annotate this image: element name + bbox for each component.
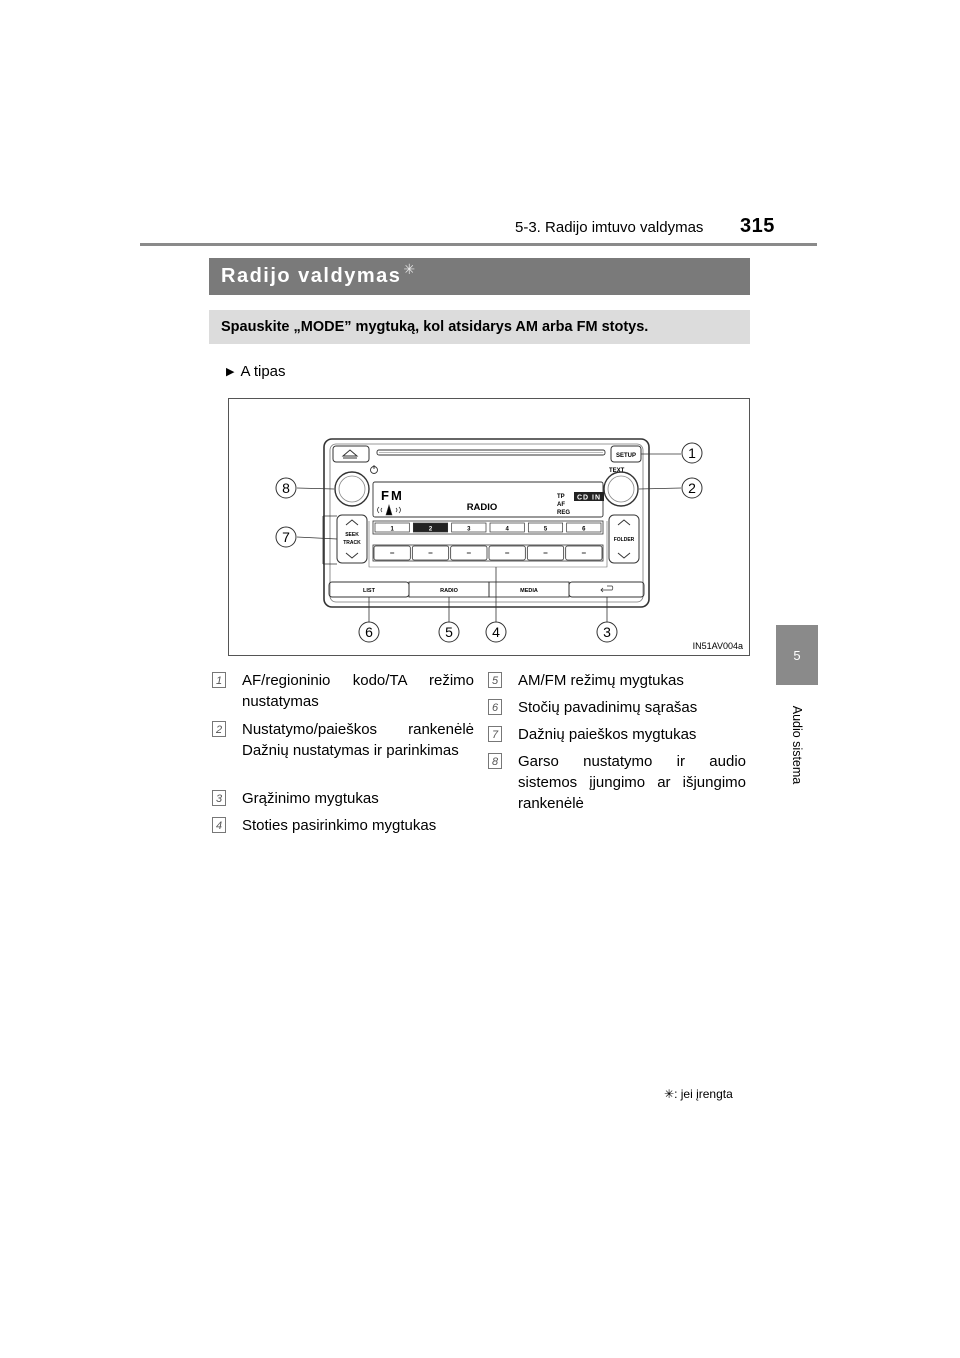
- figure-code: IN51AV004a: [692, 641, 743, 651]
- preset-label: 6: [582, 526, 586, 533]
- footnote-text: : jei įrengta: [674, 1087, 733, 1101]
- display-mode: RADIO: [466, 502, 498, 513]
- header-divider: [140, 243, 817, 246]
- callout-number: 3: [603, 624, 611, 640]
- callout-number: 8: [282, 480, 290, 496]
- legend-number: 2: [212, 721, 226, 737]
- preset-label: 5: [543, 526, 548, 533]
- type-label: [226, 363, 286, 380]
- legend-text: AM/FM režimų mygtukas: [518, 672, 684, 689]
- callout-number: 7: [282, 529, 290, 545]
- media-label: MEDIA: [520, 588, 538, 594]
- callout-number: 6: [365, 624, 373, 640]
- chapter-number: 5: [793, 647, 801, 663]
- setup-label: SETUP: [615, 453, 637, 459]
- legend-text: Stočių pavadinimų sąrašas: [518, 699, 698, 716]
- page-title-bar: [209, 258, 750, 295]
- legend-number: 4: [212, 817, 226, 833]
- indicator-tp: TP: [557, 494, 565, 500]
- chapter-label: [790, 700, 804, 790]
- footnote: [664, 1087, 733, 1101]
- callout-number: 2: [688, 480, 696, 496]
- indicator-reg: REG: [557, 510, 571, 516]
- callout-number: 4: [492, 624, 500, 640]
- asterisk-icon: ✳: [664, 1087, 675, 1101]
- display-band: FM: [381, 488, 404, 503]
- legend-text: Stoties pasirinkimo mygtukas: [242, 817, 437, 834]
- seek-label: SEEK: [345, 532, 359, 538]
- preset-label: 4: [505, 526, 509, 533]
- chapter-tab[interactable]: [776, 625, 818, 685]
- legend-right: [488, 670, 748, 820]
- legend-text: Dažnių paieškos mygtukas: [518, 726, 697, 743]
- folder-label: FOLDER: [613, 537, 635, 543]
- preset-label: 2: [428, 526, 433, 533]
- legend-number: 7: [488, 726, 502, 742]
- chapter-title: Audio sistema: [790, 705, 804, 785]
- radio-panel-illustration: [229, 399, 751, 657]
- legend-number: 8: [488, 753, 502, 769]
- callout-number: 1: [688, 445, 696, 461]
- asterisk-icon: ✳: [403, 261, 416, 277]
- triangle-right-icon: ▶: [226, 366, 235, 378]
- legend-number: 1: [212, 672, 226, 688]
- cd-in-label: CD IN: [576, 494, 602, 502]
- page-title: Radijo valdymas: [221, 265, 402, 287]
- legend-text: Grąžinimo mygtukas: [242, 790, 379, 807]
- track-label: TRACK: [343, 540, 361, 546]
- instruction-text: Spauskite „MODE” mygtuką, kol atsidarys AM arba FM stotys.: [221, 319, 649, 335]
- legend-left: [212, 670, 472, 845]
- preset-label: 3: [467, 526, 471, 533]
- instruction-bar: [209, 310, 750, 344]
- list-label: LIST: [363, 588, 375, 594]
- legend-number: 6: [488, 699, 502, 715]
- indicator-af: AF: [557, 502, 565, 508]
- page-number: 315: [740, 215, 775, 237]
- section-title: 5-3. Radijo imtuvo valdymas: [515, 219, 704, 236]
- preset-label: 1: [390, 526, 394, 533]
- legend-text: Garso nustatymo ir audio sistemos įjungimo ar išjungimo rankenėlė: [518, 753, 746, 812]
- text-button-label: TEXT: [609, 468, 625, 474]
- radio-diagram: [228, 398, 750, 656]
- callout-number: 5: [445, 624, 453, 640]
- legend-text: Nustatymo/paieškos rankenėlė Dažnių nustatymas ir parinkimas: [242, 721, 474, 759]
- legend-text: AF/regioninio kodo/TA režimo nustatymas: [242, 672, 474, 710]
- radio-label: RADIO: [440, 588, 458, 594]
- legend-number: 5: [488, 672, 502, 688]
- type-label-text: A tipas: [240, 363, 286, 380]
- legend-number: 3: [212, 790, 226, 806]
